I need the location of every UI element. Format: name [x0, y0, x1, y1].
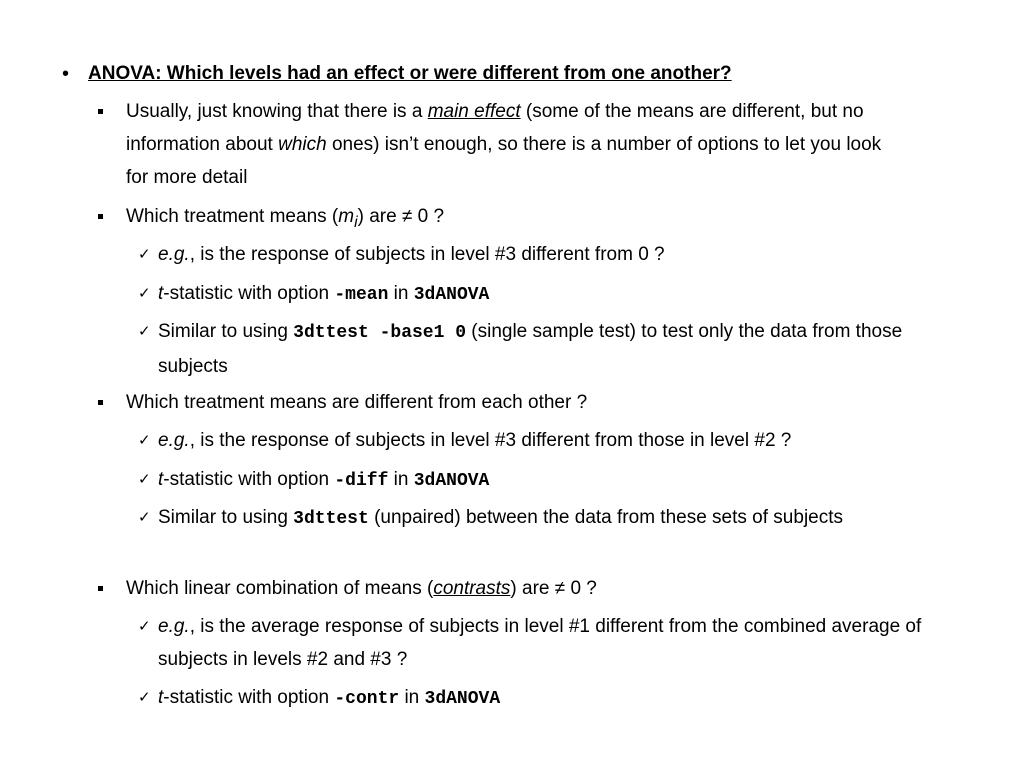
code-option: -contr — [334, 689, 400, 709]
check-icon: ✓ — [138, 432, 151, 449]
square-bullet-icon — [98, 400, 103, 405]
text-run: -statistic with option — [163, 283, 335, 304]
term-which: which — [278, 134, 327, 155]
text-run: e.g. — [158, 616, 190, 637]
check-icon: ✓ — [138, 471, 151, 488]
symbol-m: m — [338, 206, 355, 227]
text-run: in — [399, 687, 425, 708]
slide-heading: ANOVA: Which levels had an effect or were different from one another? — [88, 63, 732, 84]
text-run: , is the average response of subjects in level #1 different from the combined average of subjects in levels #2 and #3 ? — [158, 616, 922, 670]
item-text — [158, 463, 928, 498]
text-run: in — [388, 283, 414, 304]
text-run: t — [158, 687, 164, 708]
text-run: -statistic with option — [163, 687, 335, 708]
code-option: -diff — [334, 471, 389, 491]
code-command: 3dttest -base1 0 — [293, 323, 466, 343]
check-icon: ✓ — [138, 285, 151, 302]
item-text — [158, 238, 928, 271]
code-program: 3dANOVA — [413, 285, 490, 305]
text-run: ones) isn’t enough, so there is a number of options to let you look for more detail — [126, 134, 882, 188]
square-bullet-icon — [98, 214, 103, 219]
check-icon: ✓ — [138, 689, 151, 706]
item-text — [126, 200, 886, 239]
square-bullet-icon — [98, 586, 103, 591]
text-run: Similar to using — [158, 507, 294, 528]
check-icon: ✓ — [138, 618, 151, 635]
item-text — [158, 315, 928, 383]
term-contrasts: contrasts — [433, 578, 511, 599]
code-option: -mean — [334, 285, 389, 305]
code-command: 3dttest — [293, 509, 369, 529]
text-run: Which treatment means ( — [126, 206, 339, 227]
check-icon: ✓ — [138, 246, 151, 263]
square-bullet-icon — [98, 109, 103, 114]
item-text: Which treatment means are different from each other ? — [126, 392, 588, 413]
check-icon: ✓ — [138, 323, 151, 340]
item-text — [158, 277, 928, 312]
text-run: ) are ≠ 0 ? — [510, 578, 597, 599]
code-program: 3dANOVA — [424, 689, 501, 709]
text-run: t — [158, 283, 164, 304]
text-run: Which linear combination of means ( — [126, 578, 434, 599]
check-icon: ✓ — [138, 509, 151, 526]
text-run: -statistic with option — [163, 469, 335, 490]
text-run: e.g. — [158, 430, 190, 451]
item-text — [158, 610, 928, 676]
text-run: ) are ≠ 0 ? — [357, 206, 445, 227]
symbol-i: i — [354, 213, 358, 231]
text-run: (single sample test) to test only the data from those subjects — [158, 321, 903, 377]
text-run: (unpaired) between the data from these sets of subjects — [368, 507, 844, 528]
code-program: 3dANOVA — [413, 471, 490, 491]
text-run: (some of the means are different, but no information about — [126, 101, 864, 155]
item-text — [126, 572, 886, 605]
text-run: Usually, just knowing that there is a — [126, 101, 428, 122]
term-main-effect: main effect — [427, 101, 521, 122]
item-text — [126, 95, 886, 194]
item-text — [158, 424, 928, 457]
text-run: t — [158, 469, 164, 490]
text-run: in — [388, 469, 414, 490]
item-text — [158, 501, 928, 536]
text-run: , is the response of subjects in level #3 different from 0 ? — [189, 244, 665, 265]
text-run: e.g. — [158, 244, 190, 265]
text-run: , is the response of subjects in level #3 different from those in level #2 ? — [189, 430, 792, 451]
item-text — [158, 681, 928, 716]
text-run: Similar to using — [158, 321, 294, 342]
bullet-icon: • — [62, 63, 70, 85]
